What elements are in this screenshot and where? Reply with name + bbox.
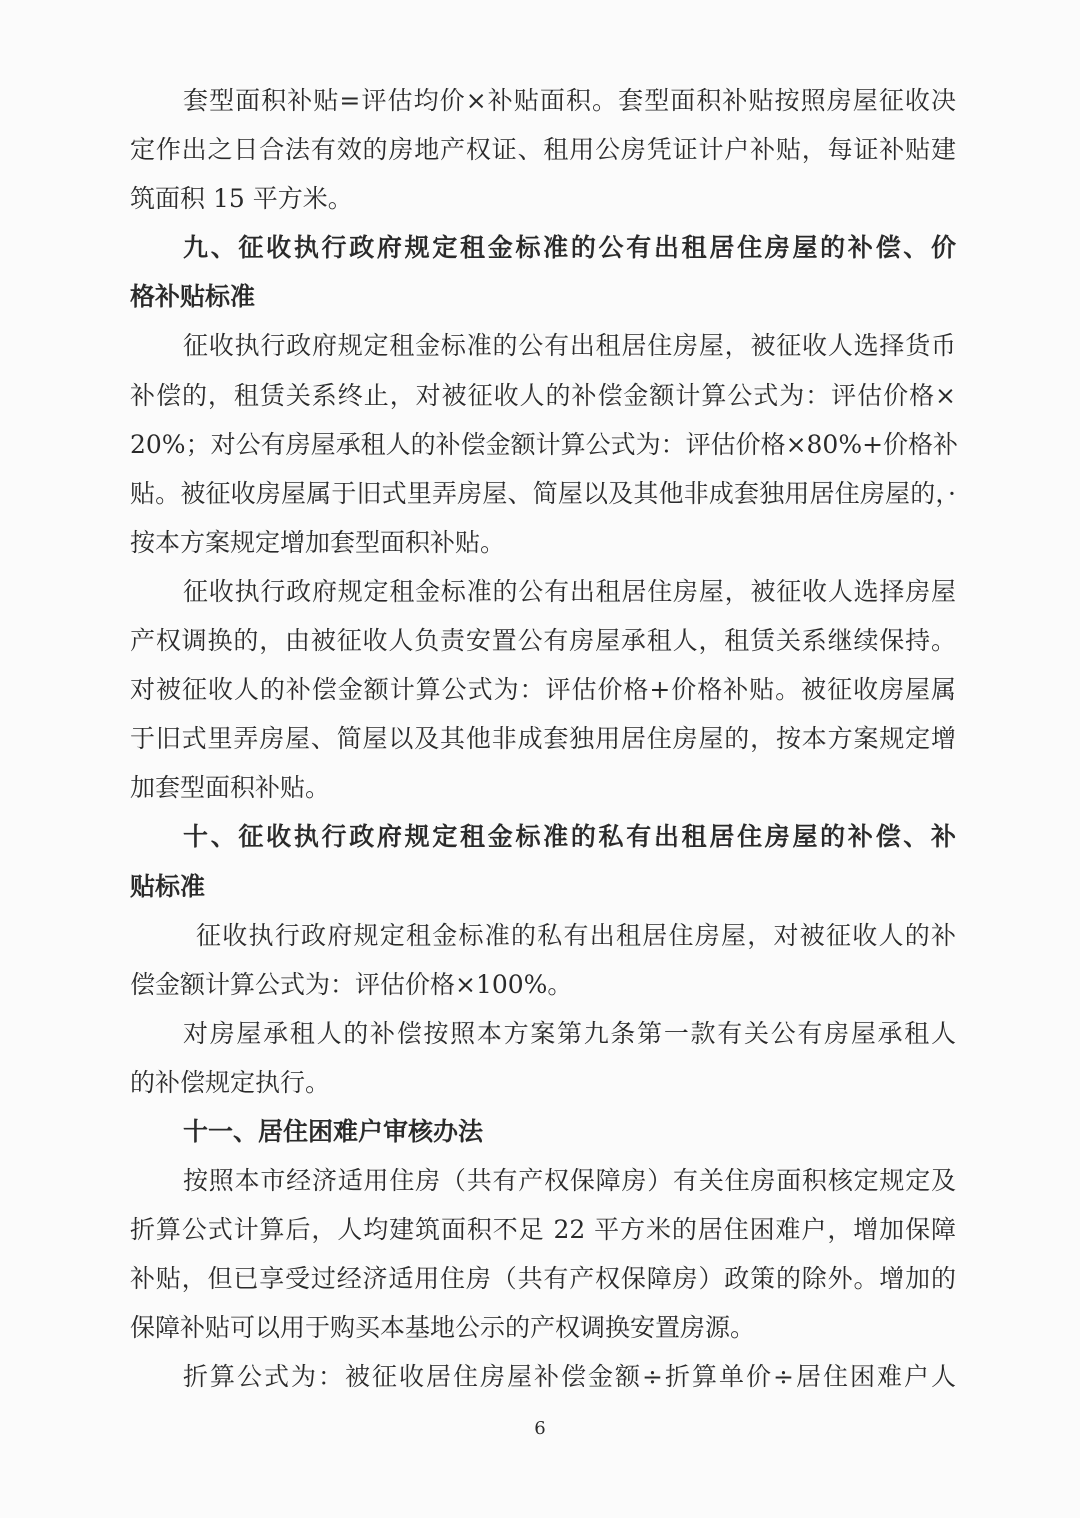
paragraph-line: 补贴，但已享受过经济适用住房（共有产权保障房）政策的除外。增加的 (130, 1264, 956, 1294)
paragraph-line: 加套型面积补贴。 (130, 773, 331, 803)
page-number: 6 (534, 1418, 546, 1439)
paragraph-line: 于旧式里弄房屋、简屋以及其他非成套独用居住房屋的，按本方案规定增 (130, 724, 956, 754)
paragraph-line: 对被征收人的补偿金额计算公式为：评估价格+价格补贴。被征收房屋属 (130, 675, 956, 705)
paragraph-line: 按照本市经济适用住房（共有产权保障房）有关住房面积核定规定及 (183, 1166, 956, 1196)
paragraph-line: 补偿的，租赁关系终止，对被征收人的补偿金额计算公式为：评估价格× (130, 380, 956, 410)
paragraph-line: 套型面积补贴=评估均价×补贴面积。套型面积补贴按照房屋征收决 (183, 86, 956, 115)
paragraph-line: 贴。被征收房屋属于旧式里弄房屋、简屋以及其他非成套独用居住房屋的，· (130, 478, 956, 508)
paragraph-line: 保障补贴可以用于购买本基地公示的产权调换安置房源。 (130, 1313, 756, 1343)
section-heading-line: 贴标准 (130, 871, 206, 901)
paragraph-line: 对房屋承租人的补偿按照本方案第九条第一款有关公有房屋承租人 (183, 1018, 956, 1048)
paragraph-line: 的补偿规定执行。 (130, 1067, 331, 1097)
section-heading-line: 十一、居住困难户审核办法 (183, 1116, 484, 1146)
paragraph-line: 定作出之日合法有效的房地产权证、租用公房凭证计户补贴，每证补贴建 (130, 135, 956, 165)
paragraph-line: 产权调换的，由被征收人负责安置公有房屋承租人，租赁关系继续保持。 (130, 626, 956, 656)
section-heading-line: 九、征收执行政府规定租金标准的公有出租居住房屋的补偿、价 (183, 233, 956, 263)
document-body (130, 76, 959, 1402)
paragraph-line: 偿金额计算公式为：评估价格×100%。 (130, 969, 573, 999)
paragraph-line: 筑面积 15 平方米。 (130, 184, 353, 214)
paragraph-line: 折算公式为：被征收居住房屋补偿金额÷折算单价÷居住困难户人 (183, 1362, 956, 1392)
paragraph-line: 征收执行政府规定租金标准的私有出租居住房屋，对被征收人的补 (196, 920, 956, 950)
section-heading-line: 格补贴标准 (130, 282, 256, 312)
paragraph-line: 按本方案规定增加套型面积补贴。 (130, 527, 506, 557)
section-heading-line: 十、征收执行政府规定租金标准的私有出租居住房屋的补偿、补 (183, 822, 956, 852)
paragraph-line: 折算公式计算后，人均建筑面积不足 22 平方米的居住困难户，增加保障 (130, 1215, 956, 1245)
paragraph-line: 20%；对公有房屋承租人的补偿金额计算公式为：评估价格×80%+价格补 (130, 429, 959, 459)
paragraph-line: 征收执行政府规定租金标准的公有出租居住房屋，被征收人选择货币 (183, 331, 956, 361)
paragraph-line: 征收执行政府规定租金标准的公有出租居住房屋，被征收人选择房屋 (183, 576, 956, 606)
